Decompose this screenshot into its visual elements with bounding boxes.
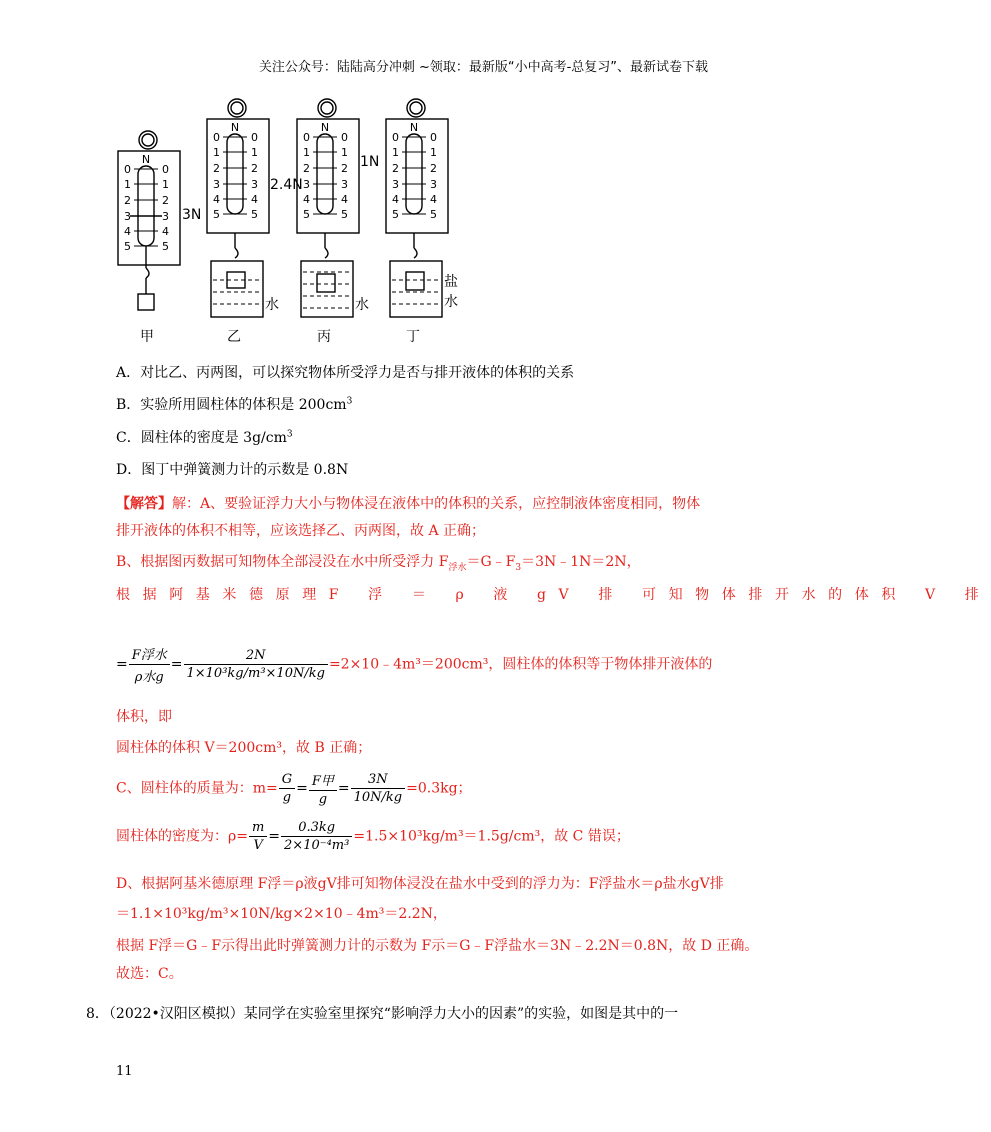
answer-line-13: 故选：C。 <box>116 966 183 982</box>
svg-text:1: 1 <box>341 146 348 159</box>
svg-text:4: 4 <box>162 225 169 238</box>
svg-text:N: N <box>230 121 240 134</box>
svg-text:4: 4 <box>430 193 437 206</box>
svg-text:1: 1 <box>213 146 220 159</box>
label-bing: 丙 <box>317 329 331 345</box>
option-a: A．对比乙、丙两图，可以探究物体所受浮力是否与排开液体的体积的关系 <box>116 365 575 381</box>
svg-text:1: 1 <box>303 146 310 159</box>
question-8: 8．（2022•汉阳区模拟）某同学在实验室里探究“影响浮力大小的因素”的实验，如图是其中的一 <box>86 1006 679 1022</box>
svg-text:3: 3 <box>162 210 169 223</box>
answer-line-9: 圆柱体的密度为：ρ= $\frac{m}{V}$ = $\frac{0.3kg}{\text{2×10⁻⁴m³}}$ =1.5×10³kg/m³＝1.5g/cm³，故 C 错误； <box>116 820 630 853</box>
answer-line-7: 圆柱体的体积 V＝200cm³，故 B 正确； <box>116 740 372 756</box>
svg-text:1: 1 <box>124 178 131 191</box>
answer-line-10: D、根据阿基米德原理 F浮＝ρ液gV排可知物体浸没在盐水中受到的浮力为：F浮盐水＝ρ盐水gV排 <box>116 876 724 892</box>
option-b: B．实验所用圆柱体的体积是 $200cm^3$ <box>116 396 353 413</box>
svg-text:0: 0 <box>213 131 220 144</box>
svg-text:0: 0 <box>392 131 399 144</box>
answer-line-12: 根据 F浮＝G﹣F示得出此时弹簧测力计的示数为 F示＝G﹣F浮盐水＝3N﹣2.2N＝0.8N，故 D 正确。 <box>116 938 759 954</box>
svg-text:2: 2 <box>430 162 437 175</box>
spring-scale-diagram <box>110 96 470 348</box>
answer-line-5: = $\frac{\text{F浮水}}{\text{ρ水g}}$ = $\frac{2N}{\text{1×10³kg/m³×10N/kg}}$ =2×10﹣4m³＝200cm³，圆柱体的体积等于物体排开液体的 <box>116 644 712 685</box>
reading-yi: 2.4N <box>270 177 303 193</box>
svg-text:2: 2 <box>213 162 220 175</box>
svg-text:3: 3 <box>430 178 437 191</box>
answer-line-11: ＝1.1×10³kg/m³×10N/kg×2×10﹣4m³＝2.2N， <box>116 906 447 922</box>
svg-text:5: 5 <box>303 208 310 221</box>
svg-text:N: N <box>320 121 330 134</box>
spring-scale-figure <box>110 96 470 348</box>
svg-text:3: 3 <box>341 178 348 191</box>
answer-line-4: 根据阿基米德原理F 浮 ＝ ρ 液 gV 排 可知物体排开水的体积 V 排 <box>116 587 991 603</box>
answer-line-8: C、圆柱体的质量为：m= $\frac{G}{g}$ = $\frac{\text{F甲}}{g}$ = $\frac{3N}{10N/kg}$ =0.3kg； <box>116 772 472 807</box>
svg-text:1: 1 <box>430 146 437 159</box>
svg-text:3: 3 <box>124 210 131 223</box>
svg-text:N: N <box>141 153 151 166</box>
svg-text:5: 5 <box>392 208 399 221</box>
svg-text:4: 4 <box>341 193 348 206</box>
svg-text:4: 4 <box>251 193 258 206</box>
svg-text:5: 5 <box>162 240 169 253</box>
svg-text:3: 3 <box>213 178 220 191</box>
svg-text:2: 2 <box>162 194 169 207</box>
svg-text:5: 5 <box>124 240 131 253</box>
svg-text:2: 2 <box>251 162 258 175</box>
svg-text:1: 1 <box>162 178 169 191</box>
page-header: 关注公众号：陆陆高分冲刺 ~领取：最新版“小中高考-总复习”、最新试卷下载 <box>258 60 708 75</box>
answer-tag: 【解答】 <box>116 496 172 512</box>
svg-text:5: 5 <box>213 208 220 221</box>
svg-text:5: 5 <box>341 208 348 221</box>
svg-text:水: 水 <box>265 297 279 313</box>
reading-jia: 3N <box>182 207 202 223</box>
label-jia: 甲 <box>140 329 154 345</box>
svg-text:5: 5 <box>430 208 437 221</box>
option-c: C．圆柱体的密度是 $3g/cm^3$ <box>116 429 293 446</box>
svg-text:4: 4 <box>303 193 310 206</box>
svg-text:5: 5 <box>251 208 258 221</box>
answer-line-2: 排开液体的体积不相等，应该选择乙、丙两图，故 A 正确； <box>116 523 486 539</box>
svg-text:4: 4 <box>392 193 399 206</box>
svg-text:1: 1 <box>392 146 399 159</box>
svg-text:0: 0 <box>341 131 348 144</box>
svg-text:3: 3 <box>303 178 310 191</box>
label-ding: 丁 <box>406 329 420 345</box>
svg-text:盐: 盐 <box>444 274 458 290</box>
svg-text:水: 水 <box>444 294 458 310</box>
svg-text:0: 0 <box>162 163 169 176</box>
svg-text:2: 2 <box>124 194 131 207</box>
svg-text:1: 1 <box>251 146 258 159</box>
label-yi: 乙 <box>227 329 241 345</box>
option-d: D．图丁中弹簧测力计的示数是 0.8N <box>116 462 349 478</box>
svg-text:2: 2 <box>341 162 348 175</box>
reading-bing: 1N <box>360 154 380 170</box>
svg-text:4: 4 <box>124 225 131 238</box>
svg-text:水: 水 <box>355 297 369 313</box>
answer-line-3: B、根据图丙数据可知物体全部浸没在水中所受浮力 $F_{浮水}=G﹣F_3=3N﹣1N=2N$， <box>116 554 641 573</box>
answer-line-1: 【解答】解：A、要验证浮力大小与物体浸在液体中的体积的关系，应控制液体密度相同，物体 <box>116 496 701 512</box>
page-number: 11 <box>116 1064 133 1079</box>
svg-text:0: 0 <box>124 163 131 176</box>
svg-text:2: 2 <box>303 162 310 175</box>
svg-text:N: N <box>409 121 419 134</box>
svg-text:3: 3 <box>392 178 399 191</box>
svg-text:2: 2 <box>392 162 399 175</box>
svg-text:0: 0 <box>430 131 437 144</box>
svg-text:3: 3 <box>251 178 258 191</box>
answer-line-6: 体积，即 <box>116 709 172 725</box>
svg-text:0: 0 <box>251 131 258 144</box>
svg-text:4: 4 <box>213 193 220 206</box>
svg-text:0: 0 <box>303 131 310 144</box>
